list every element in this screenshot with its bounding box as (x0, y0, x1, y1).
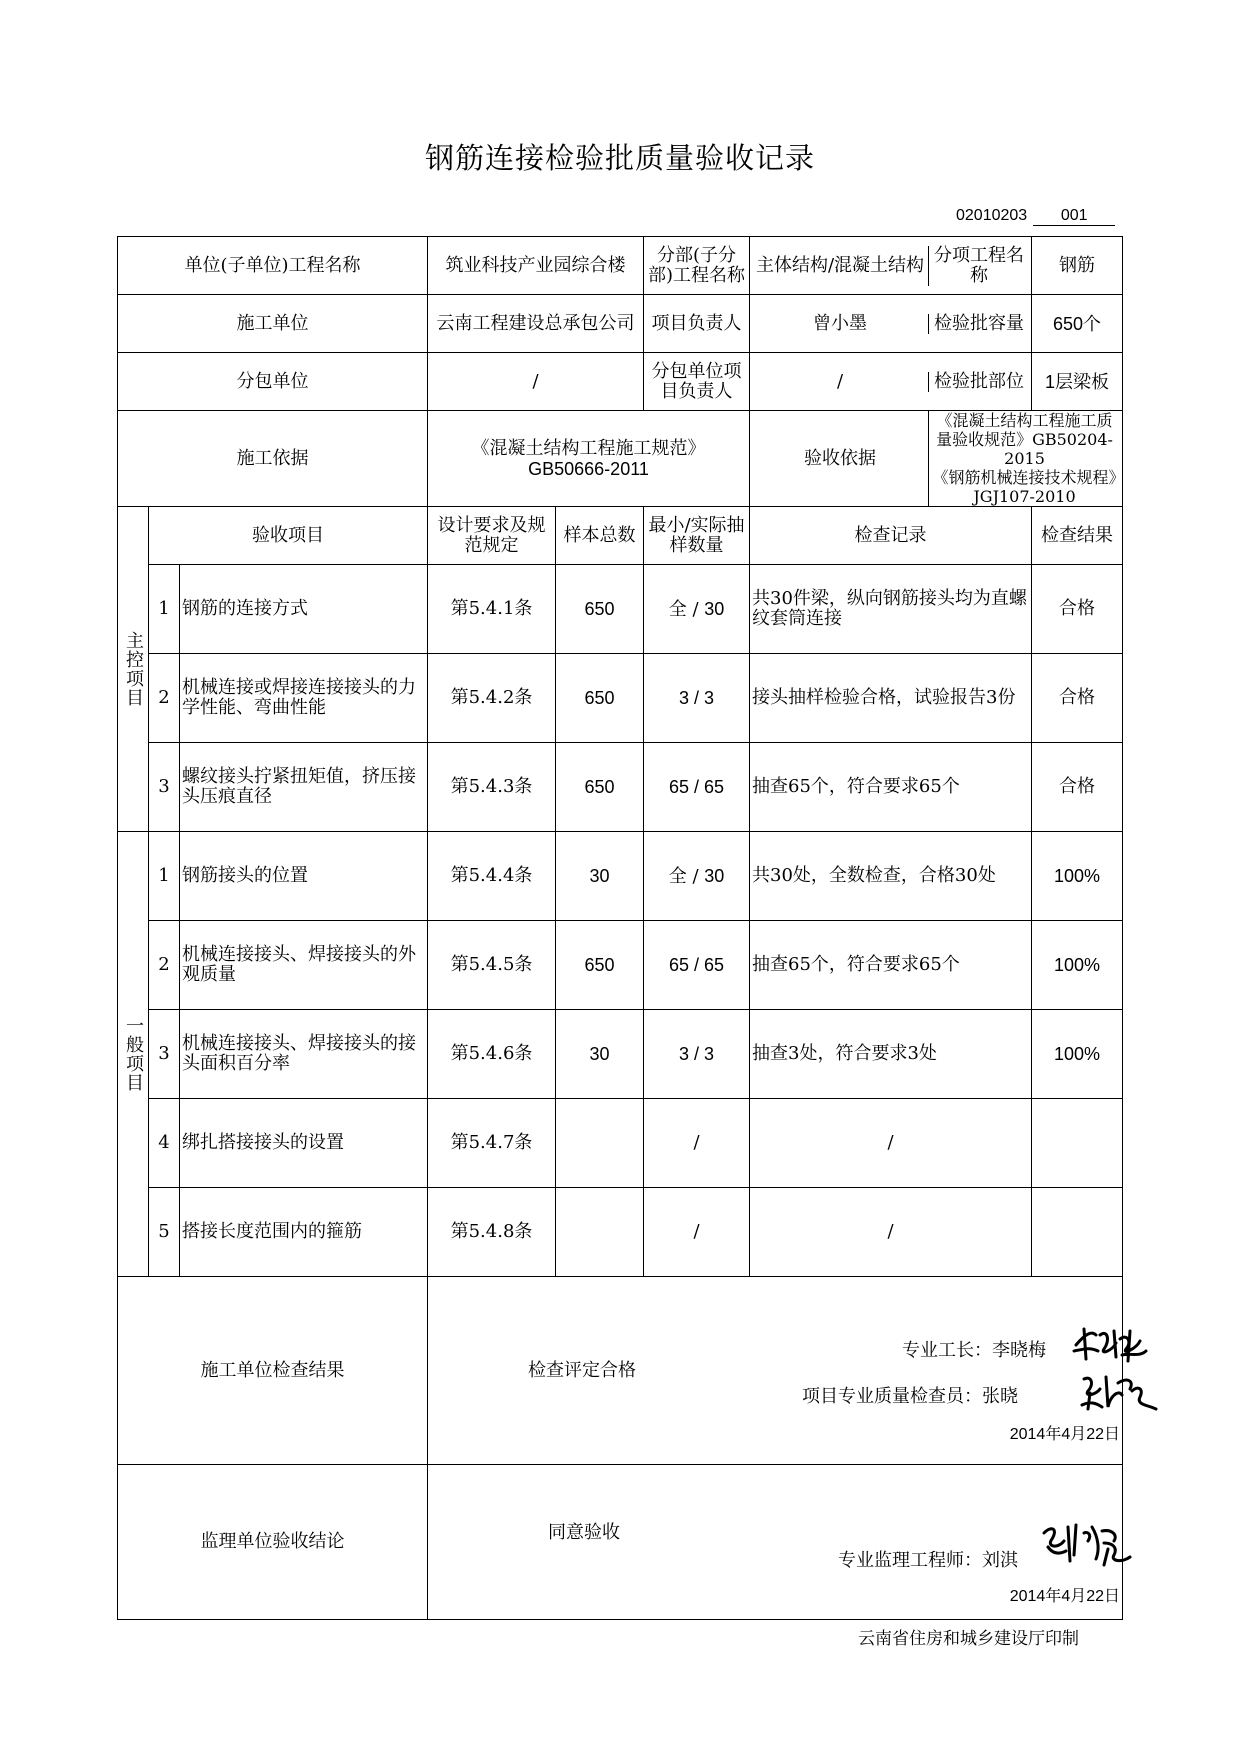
table-row (118, 565, 1123, 654)
item-min: 全 (668, 865, 687, 887)
item-record: 抽查3处，符合要求3处 (750, 1010, 1032, 1099)
item-min: / (693, 1221, 700, 1242)
item-name: 绑扎搭接接头的设置 (180, 1099, 428, 1188)
item-record: / (750, 1188, 1032, 1277)
item-clause: 第5.4.4条 (428, 832, 556, 921)
supervision-conclusion: 同意验收 (548, 1522, 621, 1543)
publisher-footer: 云南省住房和城乡建设厅印制 (858, 1629, 1079, 1649)
item-actual: 3 (704, 1044, 715, 1064)
general-group-label: 一般项目 (118, 832, 149, 1277)
item-min: 65 (668, 955, 689, 975)
item-no: 3 (149, 743, 180, 832)
item-no: 2 (149, 921, 180, 1010)
basis-value-line2: GB50666-2011 (528, 458, 649, 479)
sub-manager-label: 分包单位项目负责人 (644, 353, 750, 411)
page-title: 钢筋连接检验批质量验收记录 (424, 141, 815, 175)
item-min-actual: 全 / 30 (644, 832, 750, 921)
item-min-actual: 全 / 30 (644, 565, 750, 654)
item-record: 抽查65个，符合要求65个 (750, 743, 1032, 832)
item-sample: 650 (556, 921, 644, 1010)
item-actual: 30 (704, 598, 725, 619)
item-clause: 第5.4.8条 (428, 1188, 556, 1277)
sub-manager-value-cell (750, 353, 1032, 411)
engineer-label: 专业监理工程师：刘淇 (838, 1550, 1019, 1571)
item-clause: 第5.4.3条 (428, 743, 556, 832)
item-name: 钢筋接头的位置 (180, 832, 428, 921)
foreman-label: 专业工长：李晓梅 (902, 1340, 1047, 1361)
subitem-label: 分项工程名称 (934, 244, 1025, 286)
item-record: 共30件梁，纵向钢筋接头均为直螺纹套筒连接 (750, 565, 1032, 654)
item-sample (556, 1099, 644, 1188)
sub-manager-value: / (752, 372, 929, 392)
acceptance-value-line2: 《钢筋机械连接技术规程》JGJ107-2010 (932, 468, 1117, 506)
item-result (1032, 1188, 1123, 1277)
item-actual: 65 (704, 777, 725, 797)
acceptance-label: 验收依据 (752, 411, 929, 506)
item-clause: 第5.4.6条 (428, 1010, 556, 1099)
capacity-label: 检验批容量 (934, 312, 1025, 334)
unit-label: 单位(子单位)工程名称 (118, 237, 428, 295)
basis-label: 施工依据 (118, 411, 428, 507)
subcontractor-value: / (428, 353, 644, 411)
construction-check-label: 施工单位检查结果 (118, 1277, 428, 1465)
table-row (118, 1188, 1123, 1277)
location-value: 1层梁板 (1032, 353, 1123, 411)
item-result: 100% (1032, 921, 1123, 1010)
location-label: 检验批部位 (934, 370, 1025, 392)
col-sample: 样本总数 (556, 507, 644, 565)
item-sample: 30 (556, 1010, 644, 1099)
col-record: 检查记录 (750, 507, 1032, 565)
item-actual: 30 (704, 865, 725, 886)
inspection-form-table (117, 236, 1123, 1620)
unit-value: 筑业科技产业园综合楼 (428, 237, 644, 295)
subitem-value: 钢筋 (1032, 237, 1123, 295)
item-result: 合格 (1032, 654, 1123, 743)
basis-value (428, 411, 750, 507)
item-clause: 第5.4.5条 (428, 921, 556, 1010)
item-sample: 650 (556, 565, 644, 654)
col-design: 设计要求及规范规定 (428, 507, 556, 565)
item-result: 100% (1032, 1010, 1123, 1099)
item-result (1032, 1099, 1123, 1188)
item-no: 4 (149, 1099, 180, 1188)
table-row (118, 832, 1123, 921)
item-min-actual (644, 1188, 750, 1277)
manager-value-cell (750, 295, 1032, 353)
item-min-actual: 3 / 3 (644, 654, 750, 743)
item-clause: 第5.4.1条 (428, 565, 556, 654)
supervision-check-label: 监理单位验收结论 (118, 1465, 428, 1620)
acceptance-cell (750, 411, 1123, 507)
item-actual: 3 (704, 688, 715, 708)
item-sample (556, 1188, 644, 1277)
document-code-prefix: 02010203 (956, 207, 1028, 224)
main-group-label: 主控项目 (118, 507, 149, 832)
item-name: 搭接长度范围内的箍筋 (180, 1188, 428, 1277)
constructor-value: 云南工程建设总承包公司 (428, 295, 644, 353)
item-record: / (750, 1099, 1032, 1188)
foreman-signature (1070, 1321, 1150, 1367)
construction-check-cell (428, 1277, 1123, 1465)
item-result: 合格 (1032, 565, 1123, 654)
subcontractor-label: 分包单位 (118, 353, 428, 411)
item-name: 钢筋的连接方式 (180, 565, 428, 654)
construction-date: 2014年4月22日 (1009, 1426, 1121, 1443)
item-actual: 65 (704, 955, 725, 975)
supervision-date: 2014年4月22日 (1009, 1588, 1121, 1605)
item-min-actual: 65 / 65 (644, 743, 750, 832)
table-row (118, 743, 1123, 832)
item-result: 100% (1032, 832, 1123, 921)
item-min-actual (644, 1099, 750, 1188)
item-clause: 第5.4.7条 (428, 1099, 556, 1188)
item-min: 3 (678, 688, 689, 708)
item-sample: 650 (556, 654, 644, 743)
item-min-actual: 3 / 3 (644, 1010, 750, 1099)
table-row (118, 921, 1123, 1010)
item-name: 机械连接接头、焊接接头的接头面积百分率 (180, 1010, 428, 1099)
item-no: 2 (149, 654, 180, 743)
item-no: 1 (149, 832, 180, 921)
document-code (956, 207, 1115, 226)
document-number: 001 (1033, 207, 1115, 226)
item-min-actual: 65 / 65 (644, 921, 750, 1010)
item-name: 螺纹接头拧紧扭矩值，挤压接头压痕直径 (180, 743, 428, 832)
item-no: 5 (149, 1188, 180, 1277)
basis-value-line1: 《混凝土结构工程施工规范》 (471, 437, 706, 459)
acceptance-value-line1: 《混凝土结构工程施工质量验收规范》GB50204-2015 (936, 411, 1113, 468)
item-min: 3 (678, 1044, 689, 1064)
constructor-label: 施工单位 (118, 295, 428, 353)
table-row (118, 1099, 1123, 1188)
inspector-label: 项目专业质量检查员：张晓 (802, 1386, 1019, 1407)
item-record: 接头抽样检验合格，试验报告3份 (750, 654, 1032, 743)
item-result: 合格 (1032, 743, 1123, 832)
col-min-actual: 最小/实际抽样数量 (644, 507, 750, 565)
table-row (118, 654, 1123, 743)
division-value (750, 237, 1032, 295)
division-label: 分部(子分部)工程名称 (644, 237, 750, 295)
capacity-value: 650个 (1032, 295, 1123, 353)
item-sample: 650 (556, 743, 644, 832)
division-value-text: 主体结构/混凝土结构 (752, 246, 929, 286)
table-row (118, 1010, 1123, 1099)
col-item: 验收项目 (149, 507, 428, 565)
manager-value: 曾小墨 (752, 314, 929, 334)
manager-label: 项目负责人 (644, 295, 750, 353)
construction-conclusion: 检查评定合格 (528, 1360, 637, 1381)
col-result: 检查结果 (1032, 507, 1123, 565)
engineer-signature (1038, 1519, 1134, 1569)
supervision-check-cell (428, 1465, 1123, 1620)
item-sample: 30 (556, 832, 644, 921)
item-clause: 第5.4.2条 (428, 654, 556, 743)
item-name: 机械连接接头、焊接接头的外观质量 (180, 921, 428, 1010)
item-min: 65 (668, 777, 689, 797)
item-record: 共30处，全数检查，合格30处 (750, 832, 1032, 921)
item-min: / (693, 1132, 700, 1153)
inspector-signature (1078, 1367, 1158, 1415)
item-no: 1 (149, 565, 180, 654)
item-no: 3 (149, 1010, 180, 1099)
item-name: 机械连接或焊接连接接头的力学性能、弯曲性能 (180, 654, 428, 743)
item-record: 抽查65个，符合要求65个 (750, 921, 1032, 1010)
acceptance-value (929, 411, 1121, 506)
item-min: 全 (668, 598, 687, 620)
